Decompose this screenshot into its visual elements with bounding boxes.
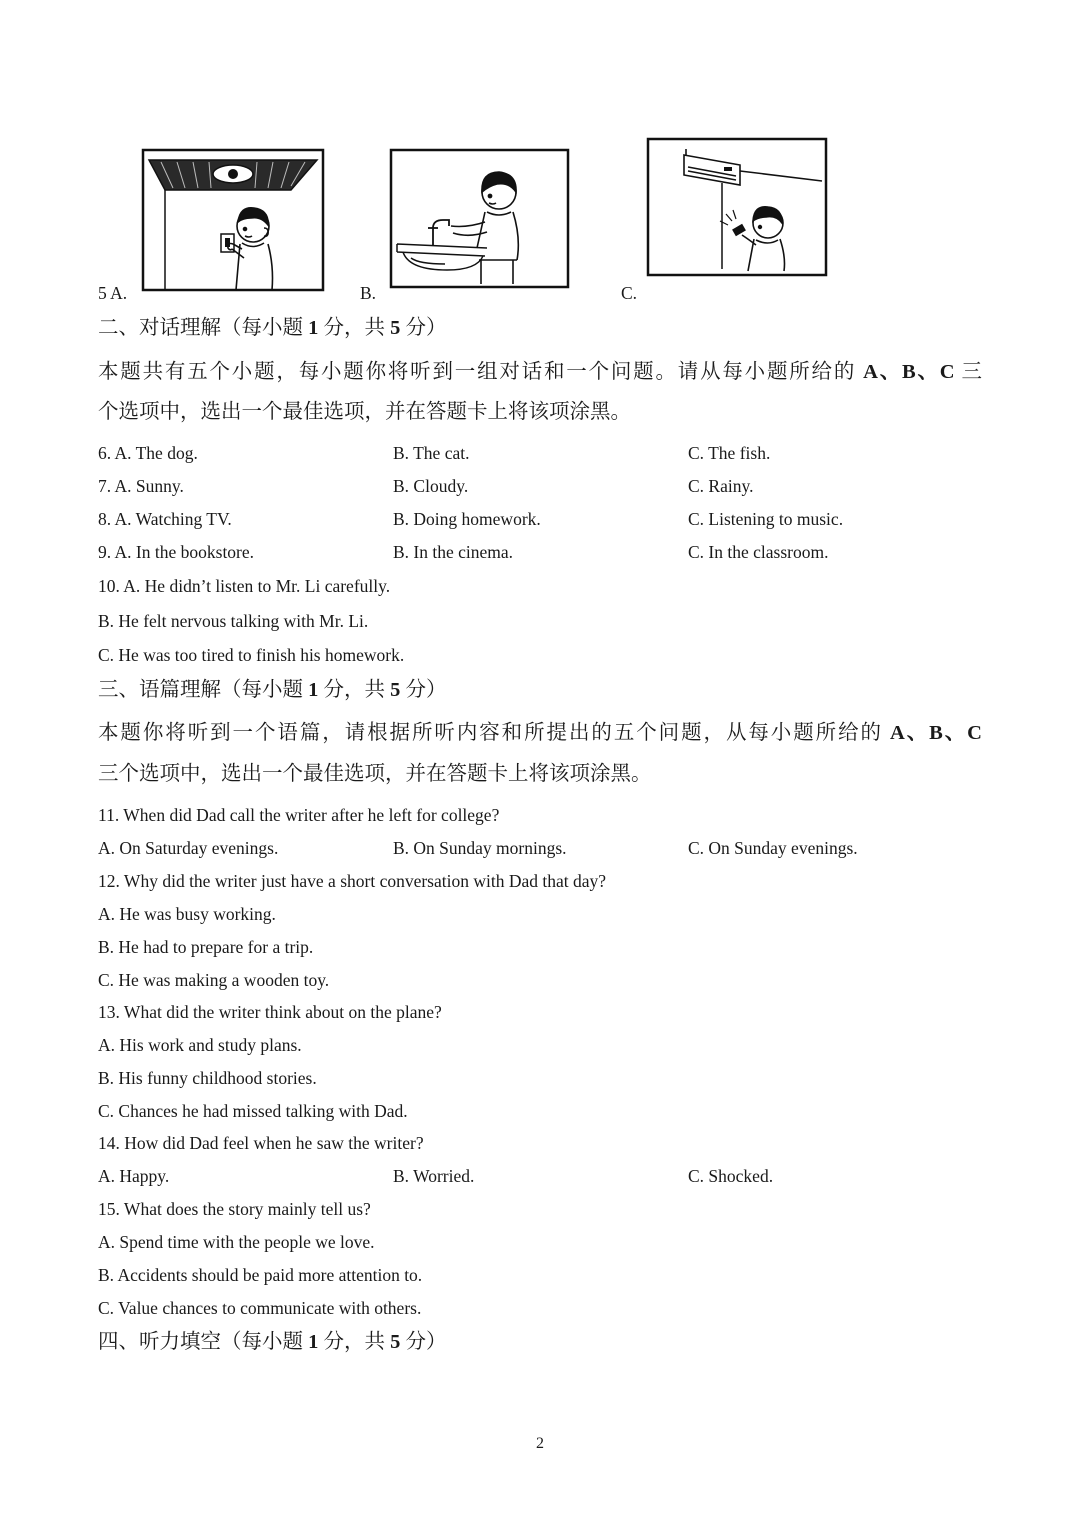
- question-8-option-c: C. Listening to music.: [688, 509, 844, 529]
- picture-frame: [648, 139, 826, 275]
- heading-text: 分，共: [318, 317, 391, 339]
- question-12-option-b: B. He had to prepare for a trip.: [98, 937, 314, 957]
- section-4-heading: [98, 1327, 447, 1357]
- points-each: 1: [308, 1331, 319, 1353]
- instruction-text: 本题共有五个小题，每小题你将听到一组对话和一个问题。请从每小题所给的: [98, 361, 864, 383]
- question-11-option-c: C. On Sunday evenings.: [688, 838, 858, 858]
- section-3-instructions-line-1: [98, 718, 982, 748]
- question-8-option-a: 8. A. Watching TV.: [98, 509, 232, 529]
- question-10-option-a: 10. A. He didn’t listen to Mr. Li carefully.: [98, 576, 391, 596]
- option-letters: A、B、C: [890, 722, 982, 744]
- question-14-option-a: A. Happy.: [98, 1166, 170, 1186]
- question-14-stem: 14. How did Dad feel when he saw the writer?: [98, 1133, 424, 1153]
- section-2-instructions-line-1: [98, 357, 982, 387]
- question-9-option-b: B. In the cinema.: [393, 542, 514, 562]
- question-12-option-a: A. He was busy working.: [98, 904, 276, 924]
- question-13-option-c: C. Chances he had missed talking with Dad.: [98, 1101, 408, 1121]
- heading-text: 分）: [400, 679, 447, 701]
- points-total: 5: [390, 1331, 401, 1353]
- section-2-instructions-line-2: 个选项中，选出一个最佳选项，并在答题卡上将该项涂黑。: [98, 401, 631, 423]
- heading-text: 分）: [400, 1331, 447, 1353]
- section-2-heading: [98, 313, 447, 343]
- instruction-text: 本题你将听到一个语篇，请根据所听内容和所提出的五个问题，从每小题所给的: [98, 722, 890, 744]
- question-11-option-a: A. On Saturday evenings.: [98, 838, 279, 858]
- question-6-option-c: C. The fish.: [688, 443, 771, 463]
- heading-text: 分，共: [318, 679, 391, 701]
- question-8-option-b: B. Doing homework.: [393, 509, 541, 529]
- question-11-option-b: B. On Sunday mornings.: [393, 838, 567, 858]
- question-6-option-a: 6. A. The dog.: [98, 443, 198, 463]
- question-10-option-c: C. He was too tired to finish his homework.: [98, 645, 405, 665]
- question-9-option-c: C. In the classroom.: [688, 542, 829, 562]
- question-7-option-b: B. Cloudy.: [393, 476, 469, 496]
- question-12-option-c: C. He was making a wooden toy.: [98, 970, 330, 990]
- question-7-option-a: 7. A. Sunny.: [98, 476, 184, 496]
- question-6-option-b: B. The cat.: [393, 443, 470, 463]
- air-conditioner-picture: [646, 137, 830, 279]
- section-3-heading: [98, 675, 447, 705]
- points-total: 5: [390, 679, 401, 701]
- heading-text: 分，共: [318, 1331, 391, 1353]
- points-each: 1: [308, 679, 319, 701]
- question-13-option-b: B. His funny childhood stories.: [98, 1068, 317, 1088]
- question-13-option-a: A. His work and study plans.: [98, 1035, 302, 1055]
- question-15-option-b: B. Accidents should be paid more attention to.: [98, 1265, 423, 1285]
- question-12-stem: 12. Why did the writer just have a short conversation with Dad that day?: [98, 871, 607, 891]
- points-each: 1: [308, 317, 319, 339]
- question-7-option-c: C. Rainy.: [688, 476, 754, 496]
- question-14-option-b: B. Worried.: [393, 1166, 475, 1186]
- question-15-stem: 15. What does the story mainly tell us?: [98, 1199, 371, 1219]
- washing-hands-picture: [389, 148, 571, 291]
- question-5-option-c-label: C.: [621, 283, 638, 303]
- points-total: 5: [390, 317, 401, 339]
- light-switch-picture: [141, 148, 327, 294]
- question-13-stem: 13. What did the writer think about on the plane?: [98, 1002, 442, 1022]
- option-letters: A、B、C: [863, 361, 955, 383]
- question-9-option-a: 9. A. In the bookstore.: [98, 542, 255, 562]
- heading-text: 二、对话理解（每小题: [98, 317, 309, 339]
- question-10-option-b: B. He felt nervous talking with Mr. Li.: [98, 611, 369, 631]
- section-3-instructions-line-2: 三个选项中，选出一个最佳选项，并在答题卡上将该项涂黑。: [98, 763, 652, 785]
- question-15-option-c: C. Value chances to communicate with others.: [98, 1298, 422, 1318]
- heading-text: 四、听力填空（每小题: [98, 1331, 309, 1353]
- question-5-option-a-label: 5 A.: [98, 283, 128, 303]
- ceiling-lamp: [149, 160, 317, 190]
- heading-text: 三、语篇理解（每小题: [98, 679, 309, 701]
- question-11-stem: 11. When did Dad call the writer after he left for college?: [98, 805, 500, 825]
- heading-text: 分）: [400, 317, 447, 339]
- page-number: 2: [536, 1435, 544, 1452]
- instruction-text: 三: [954, 361, 983, 383]
- question-15-option-a: A. Spend time with the people we love.: [98, 1232, 375, 1252]
- question-14-option-c: C. Shocked.: [688, 1166, 774, 1186]
- question-5-option-b-label: B.: [360, 283, 377, 303]
